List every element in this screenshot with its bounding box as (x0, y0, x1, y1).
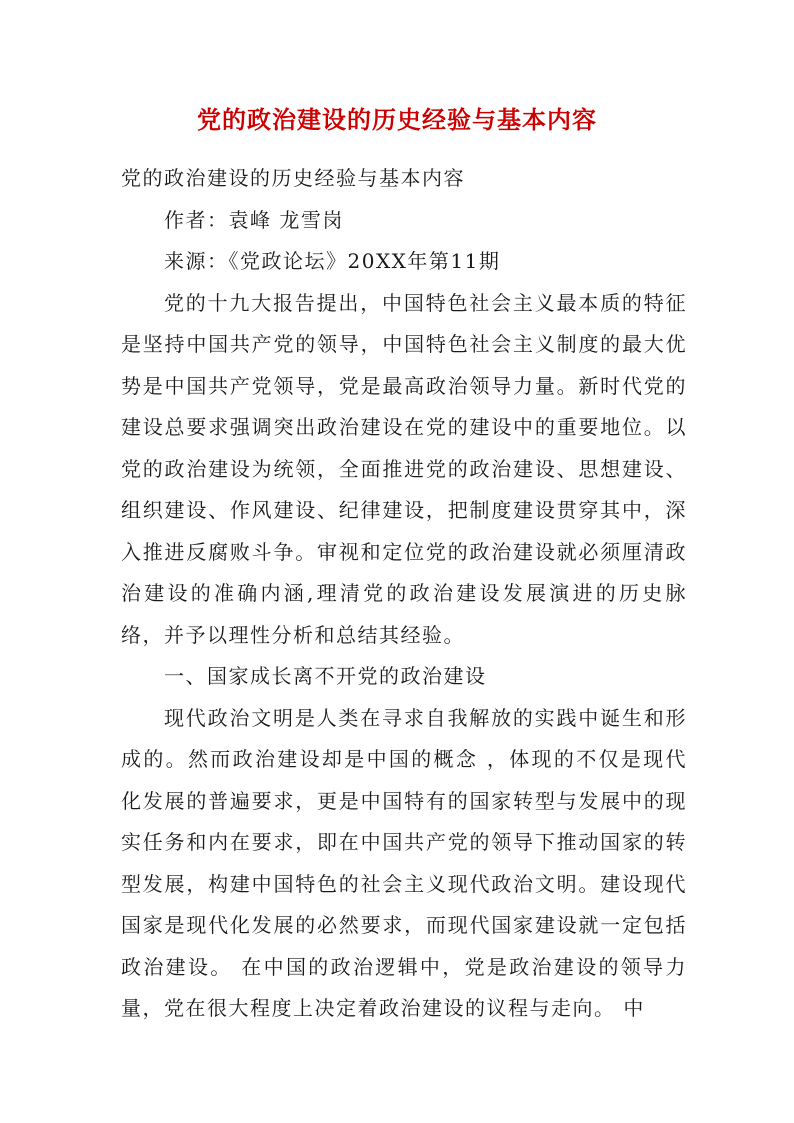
document-title: 党的政治建设的历史经验与基本内容 (197, 106, 597, 134)
document-subtitle: 党的政治建设的历史经验与基本内容 (121, 166, 465, 190)
paragraph-intro: 党的十九大报告提出，中国特色社会主义最本质的特征是坚持中国共产党的领导，中国特色社会主义制度的最大优势是中国共产党领导，党是最高政治领导力量。新时代党的建设总要求强调突出政治建设在党的建设中的重要地位。以党的政治建设为统领，全面推进党的政治建设、思想建设、组织建设、作风建设、纪律建设，把制度建设贯穿其中，深入推进反腐败斗争。审视和定位党的政治建设就必须厘清政治建设的准确内涵,理清党的政治建设发展演进的历史脉络，并予以理性分析和总结其经验。 (121, 290, 687, 647)
document-body (121, 158, 687, 1030)
paragraph-section-one: 现代政治文明是人类在寻求自我解放的实践中诞生和形成的。然而政治建设却是中国的概念 ，体现的不仅是现代化发展的普遍要求，更是中国特有的国家转型与发展中的现实任务和内在要求，即在中国共产党的领导下推动国家的转型发展，构建中国特色的社会主义现代政治文明。建设现代国家是现代化发展的必然要求，而现代国家建设就一定包括政治建设。 在中国的政治逻辑中，党是政治建设的领导力量，党在很大程度上决定着政治建设的议程与走向。 中 (121, 705, 687, 1020)
source-line: 来源：《党政论坛》20XX年第11期 (164, 249, 501, 273)
section-heading: 一、国家成长离不开党的政治建设 (164, 664, 487, 688)
author-line: 作者：袁峰 龙雪岗 (164, 207, 344, 232)
